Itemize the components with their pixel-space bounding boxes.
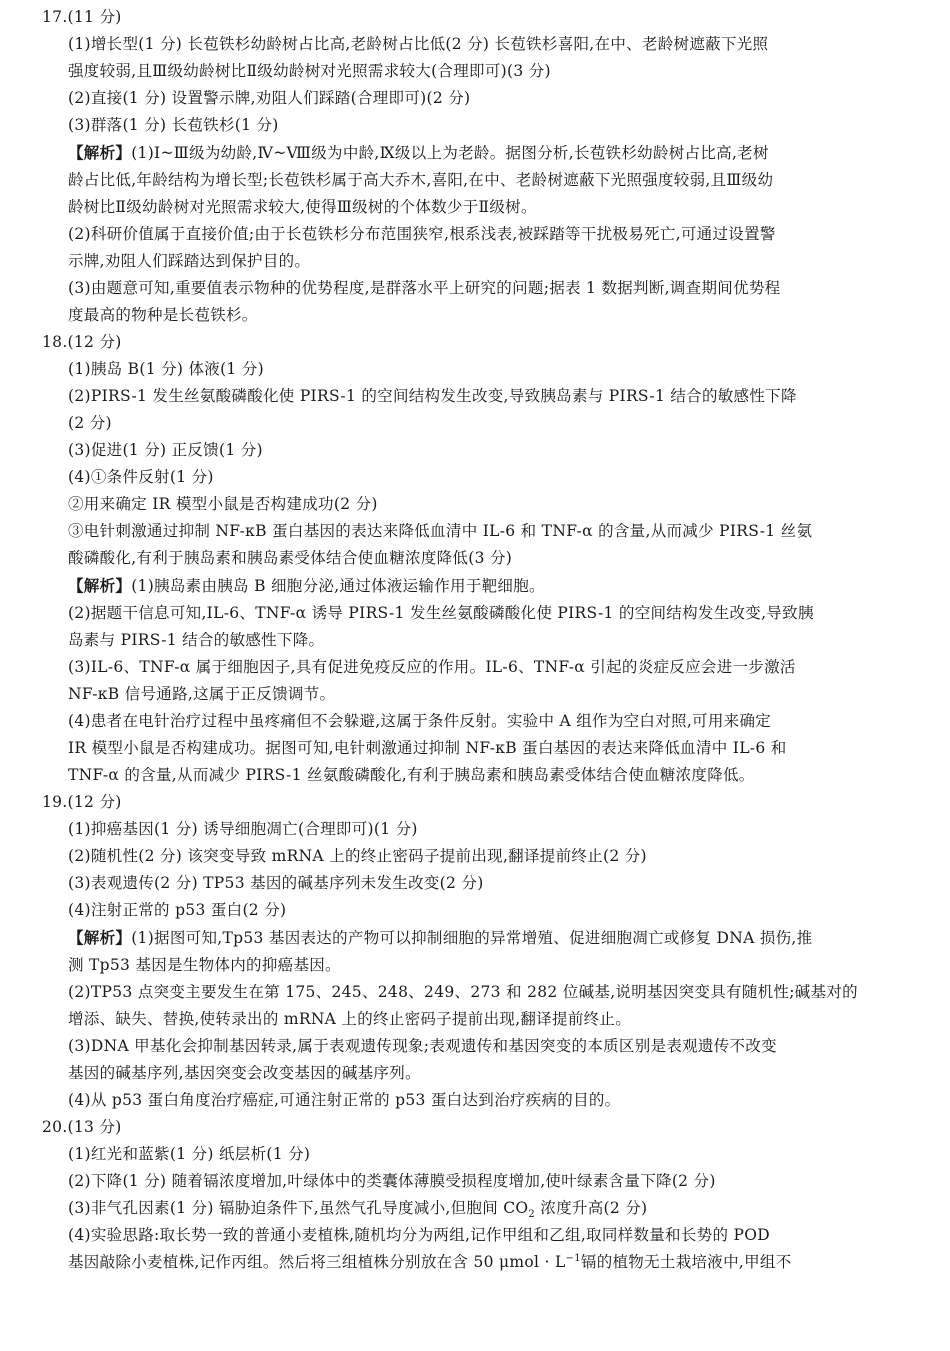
question-19-header: 19.(12 分)	[42, 793, 122, 811]
analysis-line: 龄树比Ⅱ级幼龄树对光照需求较大,使得Ⅲ级树的个体数少于Ⅱ级树。	[68, 198, 537, 216]
analysis-text: (1)胰岛素由胰岛 B 细胞分泌,通过体液运输作用于靶细胞。	[131, 577, 545, 595]
answer-line: (3)促进(1 分) 正反馈(1 分)	[68, 441, 263, 459]
answer-line: (1)红光和蓝紫(1 分) 纸层析(1 分)	[68, 1145, 311, 1163]
analysis-text: (1)据图可知,Tp53 基因表达的产物可以抑制细胞的异常增殖、促进细胞凋亡或修复 DNA 损伤,推	[131, 929, 813, 947]
answer-line: (2)随机性(2 分) 该突变导致 mRNA 上的终止密码子提前出现,翻译提前终止(2 分)	[68, 847, 647, 865]
analysis-line: 示牌,劝阻人们踩踏达到保护目的。	[68, 252, 311, 270]
analysis-line: 测 Tp53 基因是生物体内的抑癌基因。	[68, 956, 341, 974]
answer-line: (3)群落(1 分) 长苞铁杉(1 分)	[68, 116, 279, 134]
answer-line: (4)①条件反射(1 分)	[68, 468, 214, 486]
answer-line: (4)实验思路:取长势一致的普通小麦植株,随机均分为两组,记作甲组和乙组,取同样数量和长势的 POD	[68, 1226, 770, 1244]
analysis-line: 度最高的物种是长苞铁杉。	[68, 306, 258, 324]
analysis-label: 【解析】	[68, 576, 132, 595]
analysis-line	[42, 572, 914, 600]
answer-line: ②用来确定 IR 模型小鼠是否构建成功(2 分)	[68, 495, 378, 513]
analysis-line: 基因的碱基序列,基因突变会改变基因的碱基序列。	[68, 1064, 421, 1082]
analysis-line: (3)IL-6、TNF-α 属于细胞因子,具有促进免疫反应的作用。IL-6、TNF-α 引起的炎症反应会进一步激活	[68, 658, 796, 676]
answer-line: (3)表观遗传(2 分) TP53 基因的碱基序列未发生改变(2 分)	[68, 874, 484, 892]
answer-line: (1)胰岛 B(1 分) 体液(1 分)	[68, 360, 264, 378]
analysis-text: (1)Ⅰ~Ⅲ级为幼龄,Ⅳ~Ⅷ级为中龄,Ⅸ级以上为老龄。据图分析,长苞铁杉幼龄树占比高,老树	[131, 144, 769, 162]
question-17-header: 17.(11 分)	[42, 8, 122, 26]
subscript: 2	[528, 1209, 536, 1221]
answer-text: 镉的植物无土栽培液中,甲组不	[580, 1253, 792, 1271]
answer-line: (2 分)	[68, 414, 112, 432]
analysis-line: (2)TP53 点突变主要发生在第 175、245、248、249、273 和 282 位碱基,说明基因突变具有随机性;碱基对的	[68, 983, 858, 1001]
analysis-line: 增添、缺失、替换,使转录出的 mRNA 上的终止密码子提前出现,翻译提前终止。	[68, 1010, 632, 1028]
analysis-line: TNF-α 的含量,从而减少 PIRS-1 丝氨酸磷酸化,有利于胰岛素和胰岛素受体结合使血糖浓度降低。	[68, 766, 755, 784]
analysis-line: 龄占比低,年龄结构为增长型;长苞铁杉属于高大乔木,喜阳,在中、老龄树遮蔽下光照强度较弱,且Ⅲ级幼	[68, 171, 774, 189]
question-19	[42, 789, 914, 1114]
answer-text: 基因敲除小麦植株,记作丙组。然后将三组植株分别放在含 50 μmol · L	[68, 1253, 566, 1271]
question-20	[42, 1114, 914, 1276]
answer-line: (2)下降(1 分) 随着镉浓度增加,叶绿体中的类囊体薄膜受损程度增加,使叶绿素含量下降(2 分)	[68, 1172, 716, 1190]
analysis-label: 【解析】	[68, 928, 132, 947]
answer-line: (1)增长型(1 分) 长苞铁杉幼龄树占比高,老龄树占比低(2 分) 长苞铁杉喜阳,在中、老龄树遮蔽下光照	[68, 35, 769, 53]
answer-line	[42, 1249, 914, 1276]
analysis-label: 【解析】	[68, 143, 132, 162]
answer-line: 酸磷酸化,有利于胰岛素和胰岛素受体结合使血糖浓度降低(3 分)	[68, 549, 513, 567]
analysis-line: NF-κB 信号通路,这属于正反馈调节。	[68, 685, 336, 703]
answer-line: (1)抑癌基因(1 分) 诱导细胞凋亡(合理即可)(1 分)	[68, 820, 418, 838]
question-20-header: 20.(13 分)	[42, 1118, 122, 1136]
analysis-line: (4)从 p53 蛋白角度治疗癌症,可通注射正常的 p53 蛋白达到治疗疾病的目的。	[68, 1091, 621, 1109]
analysis-line: 岛素与 PIRS-1 结合的敏感性下降。	[68, 631, 325, 649]
analysis-line: IR 模型小鼠是否构建成功。据图可知,电针刺激通过抑制 NF-κB 蛋白基因的表达来降低血清中 IL-6 和	[68, 739, 787, 757]
question-18-header: 18.(12 分)	[42, 333, 122, 351]
analysis-line: (4)患者在电针治疗过程中虽疼痛但不会躲避,这属于条件反射。实验中 A 组作为空白对照,可用来确定	[68, 712, 772, 730]
answer-text: (3)非气孔因素(1 分) 镉胁迫条件下,虽然气孔导度减小,但胞间 CO	[68, 1199, 529, 1217]
answer-line: (2)PIRS-1 发生丝氨酸磷酸化使 PIRS-1 的空间结构发生改变,导致胰岛素与 PIRS-1 结合的敏感性下降	[68, 387, 797, 405]
analysis-line: (2)据题干信息可知,IL-6、TNF-α 诱导 PIRS-1 发生丝氨酸磷酸化使 PIRS-1 的空间结构发生改变,导致胰	[68, 604, 814, 622]
answer-text: 浓度升高(2 分)	[535, 1199, 648, 1217]
question-17	[42, 4, 914, 329]
analysis-line: (3)DNA 甲基化会抑制基因转录,属于表观遗传现象;表观遗传和基因突变的本质区别是表观遗传不改变	[68, 1037, 777, 1055]
analysis-line	[42, 139, 914, 167]
analysis-line: (3)由题意可知,重要值表示物种的优势程度,是群落水平上研究的问题;据表 1 数据判断,调查期间优势程	[68, 279, 781, 297]
answer-line: ③电针刺激通过抑制 NF-κB 蛋白基因的表达来降低血清中 IL-6 和 TNF-α 的含量,从而减少 PIRS-1 丝氨	[68, 522, 813, 540]
answer-line: (2)直接(1 分) 设置警示牌,劝阻人们踩踏(合理即可)(2 分)	[68, 89, 471, 107]
analysis-line: (2)科研价值属于直接价值;由于长苞铁杉分布范围狭窄,根系浅表,被踩踏等干扰极易死亡,可通过设置警	[68, 225, 776, 243]
answer-line	[42, 1195, 914, 1222]
question-18	[42, 329, 914, 789]
answer-line: (4)注射正常的 p53 蛋白(2 分)	[68, 901, 287, 919]
superscript: −1	[565, 1252, 581, 1264]
analysis-line	[42, 924, 914, 952]
answer-line: 强度较弱,且Ⅲ级幼龄树比Ⅱ级幼龄树对光照需求较大(合理即可)(3 分)	[68, 62, 551, 80]
